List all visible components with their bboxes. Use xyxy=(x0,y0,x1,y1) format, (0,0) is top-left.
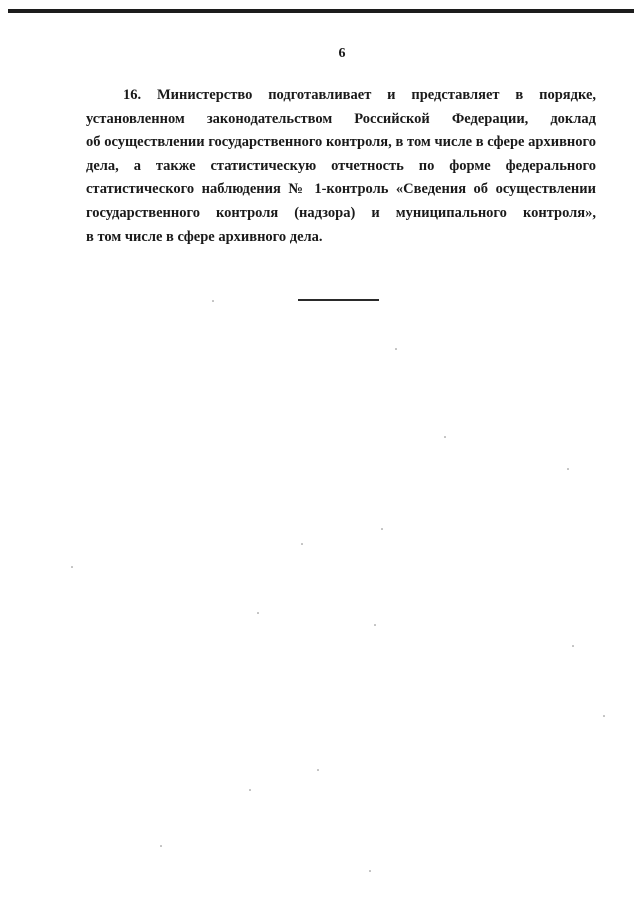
scan-speck xyxy=(369,870,371,872)
scan-speck xyxy=(572,645,574,647)
paragraph-line: государственного контроля (надзора) и муниципального контроля», xyxy=(86,204,596,221)
scan-speck xyxy=(381,528,383,530)
paragraph-line: установленном законодательством Российской Федерации, доклад xyxy=(86,110,596,127)
paragraph-line: 16. Министерство подготавливает и представляет в порядке, xyxy=(123,87,596,103)
scan-speck xyxy=(567,468,569,470)
end-of-document-rule xyxy=(298,299,379,301)
scan-speck xyxy=(301,543,303,545)
scan-speck xyxy=(444,436,446,438)
page-number: 6 xyxy=(338,46,346,61)
scan-speck xyxy=(160,845,162,847)
scan-speck xyxy=(257,612,259,614)
scan-speck xyxy=(374,624,376,626)
paragraph-16 xyxy=(86,84,596,249)
scan-speck xyxy=(71,566,73,568)
paragraph-line: дела, а также статистическую отчетность по форме федерального xyxy=(86,157,596,174)
paragraph-line: статистического наблюдения № 1-контроль «Сведения об осуществлении xyxy=(86,181,596,198)
scan-speck xyxy=(212,300,214,302)
scan-speck xyxy=(395,348,397,350)
scan-speck xyxy=(317,769,319,771)
top-border-rule xyxy=(8,9,634,13)
scan-speck xyxy=(603,715,605,717)
paragraph-line: в том числе в сфере архивного дела. xyxy=(86,228,323,245)
scan-speck xyxy=(249,789,251,791)
paragraph-line: об осуществлении государственного контроля, в том числе в сфере архивного xyxy=(86,134,596,151)
